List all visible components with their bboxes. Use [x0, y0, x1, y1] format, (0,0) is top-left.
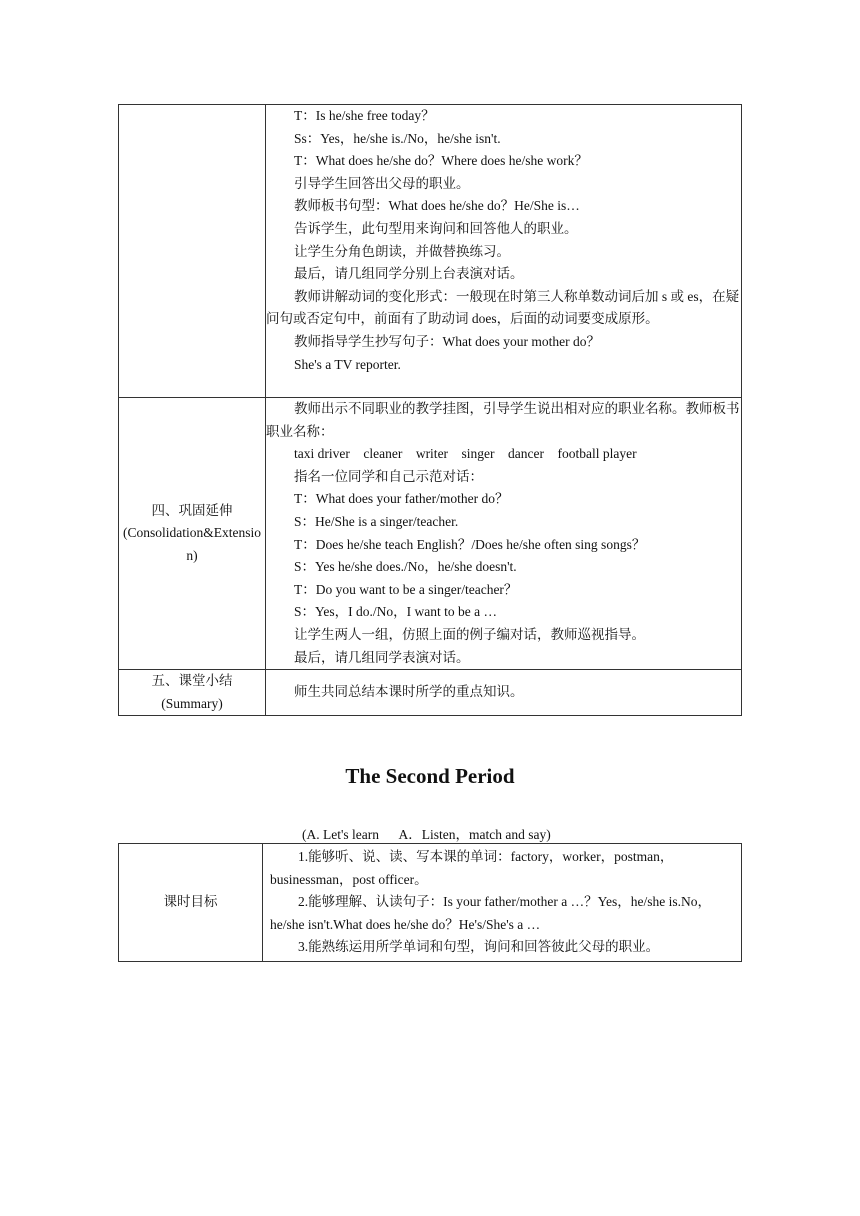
stage-cell-empty	[119, 105, 266, 398]
procedure-paragraph: 教师讲解动词的变化形式：一般现在时第三人称单数动词后加 s 或 es，在疑问句或否定句中，前面有了助动词 does，后面的动词要变成原形。	[266, 288, 740, 327]
objective-item: 3.能熟练运用所学单词和句型，询问和回答彼此父母的职业。	[298, 939, 660, 955]
objectives-label-cell	[119, 844, 263, 962]
procedure-line: 最后，请几组同学表演对话。	[294, 649, 470, 665]
procedure-paragraph: 教师出示不同职业的教学挂图，引导学生说出相对应的职业名称。教师板书职业名称：	[266, 401, 740, 439]
procedure-cell	[266, 670, 742, 716]
table-row	[119, 670, 742, 716]
procedure-line: She's a TV reporter.	[294, 356, 401, 372]
objective-item: 2.能够理解、认读句子：Is your father/mother a …？Yes，he/she is.No，he/she isn't.What does he/she do？He's/She's a …	[270, 894, 711, 932]
procedure-line: T：Does he/she teach English？/Does he/she often sing songs？	[294, 536, 646, 552]
stage-cell	[119, 670, 266, 716]
procedure-line: 告诉学生，此句型用来询问和回答他人的职业。	[294, 220, 578, 236]
procedure-line: 最后，请几组同学分别上台表演对话。	[294, 266, 524, 282]
section-title: The Second Period	[345, 764, 515, 788]
section-subtitle: (A. Let's learn A．Listen，match and say)	[302, 827, 551, 842]
table-row	[119, 398, 742, 670]
objectives-cell	[263, 844, 742, 962]
procedure-line: T：Do you want to be a singer/teacher？	[294, 581, 518, 597]
stage-title: 五、课堂小结	[151, 673, 233, 689]
procedure-line: 让学生两人一组，仿照上面的例子编对话，教师巡视指导。	[294, 626, 645, 642]
stage-title: 四、巩固延伸	[151, 502, 233, 518]
table-row	[119, 105, 742, 398]
procedure-line: S：Yes he/she does./No，he/she doesn't.	[294, 559, 517, 575]
stage-cell	[119, 398, 266, 670]
procedure-line: 指名一位同学和自己示范对话：	[294, 468, 483, 484]
stage-subtitle: (Summary)	[161, 695, 223, 711]
procedure-line: 教师指导学生抄写句子：What does your mother do？	[294, 333, 600, 349]
procedure-line: T：Is he/she free today？	[294, 108, 435, 123]
procedure-line: 教师板书句型：What does he/she do？He/She is…	[294, 198, 580, 214]
procedure-line: S：He/She is a singer/teacher.	[294, 513, 459, 529]
procedure-line: 让学生分角色朗读，并做替换练习。	[294, 243, 510, 259]
procedure-line: T：What does your father/mother do？	[294, 491, 509, 507]
procedure-cell	[266, 398, 742, 670]
procedure-line: taxi driver cleaner writer singer dancer football player	[294, 446, 637, 462]
stage-subtitle: (Consolidation&Extension)	[123, 525, 261, 563]
procedure-line: 引导学生回答出父母的职业。	[294, 175, 470, 191]
procedure-line: S：Yes，I do./No，I want to be a …	[294, 604, 497, 620]
table-row	[119, 844, 742, 962]
procedure-line: Ss：Yes，he/she is./No，he/she isn't.	[294, 130, 501, 146]
procedure-line: T：What does he/she do？Where does he/she work？	[294, 153, 588, 169]
objectives-table	[118, 843, 742, 962]
objectives-label: 课时目标	[163, 894, 218, 910]
procedure-line: 师生共同总结本课时所学的重点知识。	[294, 684, 524, 700]
lesson-plan-table	[118, 104, 742, 716]
procedure-cell	[266, 105, 742, 398]
objective-item: 1.能够听、说、读、写本课的单词：factory，worker，postman，businessman，post officer。	[270, 849, 674, 887]
